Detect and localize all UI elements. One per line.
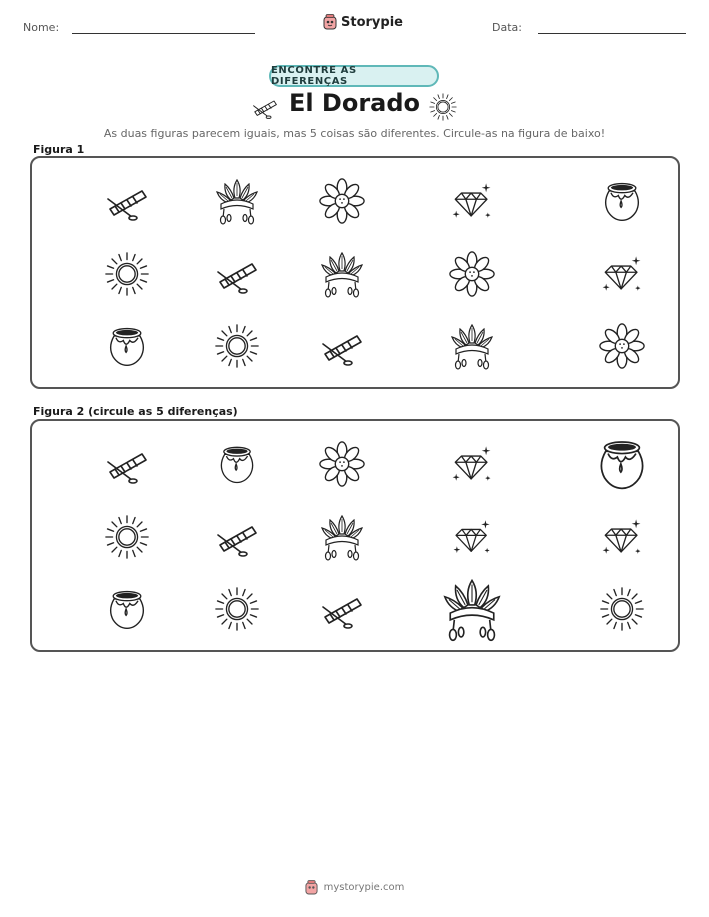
diamond-icon[interactable] bbox=[450, 442, 494, 486]
flower-icon[interactable] bbox=[448, 250, 496, 298]
sun-icon[interactable] bbox=[103, 513, 151, 561]
name-label: Nome: bbox=[23, 21, 60, 34]
honey-pot-icon[interactable] bbox=[593, 435, 651, 493]
honey-pot-icon[interactable] bbox=[215, 442, 259, 486]
diamond-icon[interactable] bbox=[600, 252, 644, 296]
raft-icon[interactable] bbox=[317, 321, 367, 371]
title-sun-icon bbox=[428, 92, 458, 122]
sun-icon[interactable] bbox=[213, 322, 261, 370]
honey-pot-icon[interactable] bbox=[104, 323, 150, 369]
footer bbox=[0, 880, 709, 895]
instructions: As duas figuras parecem iguais, mas 5 coisas são diferentes. Circule-as na figura de baixo! bbox=[103, 127, 606, 140]
footer-site[interactable]: mystorypie.com bbox=[323, 882, 405, 893]
figure1-label: Figura 1 bbox=[33, 143, 85, 156]
honey-pot-icon[interactable] bbox=[104, 586, 150, 632]
date-field[interactable] bbox=[538, 33, 686, 34]
flower-icon[interactable] bbox=[318, 440, 366, 488]
headdress-icon[interactable] bbox=[438, 575, 506, 643]
flower-icon[interactable] bbox=[598, 322, 646, 370]
activity-badge: ENCONTRE AS DIFERENÇAS bbox=[269, 65, 439, 87]
raft-icon[interactable] bbox=[212, 249, 262, 299]
storypie-mascot-icon bbox=[305, 880, 318, 895]
sun-icon[interactable] bbox=[598, 585, 646, 633]
figure2-label: Figura 2 (circule as 5 diferenças) bbox=[33, 405, 238, 418]
flower-icon[interactable] bbox=[318, 177, 366, 225]
figure2-panel bbox=[30, 419, 680, 652]
raft-icon[interactable] bbox=[102, 176, 152, 226]
headdress-icon[interactable] bbox=[317, 512, 367, 562]
brand-logo bbox=[323, 14, 403, 30]
page-title: El Dorado bbox=[288, 89, 421, 117]
sun-icon[interactable] bbox=[213, 585, 261, 633]
storypie-mascot-icon bbox=[323, 14, 337, 30]
diamond-icon[interactable] bbox=[451, 516, 493, 558]
headdress-icon[interactable] bbox=[212, 176, 262, 226]
raft-icon[interactable] bbox=[212, 512, 262, 562]
headdress-icon[interactable] bbox=[447, 321, 497, 371]
name-field[interactable] bbox=[72, 33, 255, 34]
diamond-icon[interactable] bbox=[450, 179, 494, 223]
figure1-panel bbox=[30, 156, 680, 389]
sun-icon[interactable] bbox=[103, 250, 151, 298]
raft-icon[interactable] bbox=[102, 439, 152, 489]
raft-icon[interactable] bbox=[317, 584, 367, 634]
headdress-icon[interactable] bbox=[317, 249, 367, 299]
date-label: Data: bbox=[492, 21, 522, 34]
brand-name: Storypie bbox=[341, 14, 403, 30]
diamond-icon[interactable] bbox=[600, 515, 644, 559]
honey-pot-icon[interactable] bbox=[599, 178, 645, 224]
